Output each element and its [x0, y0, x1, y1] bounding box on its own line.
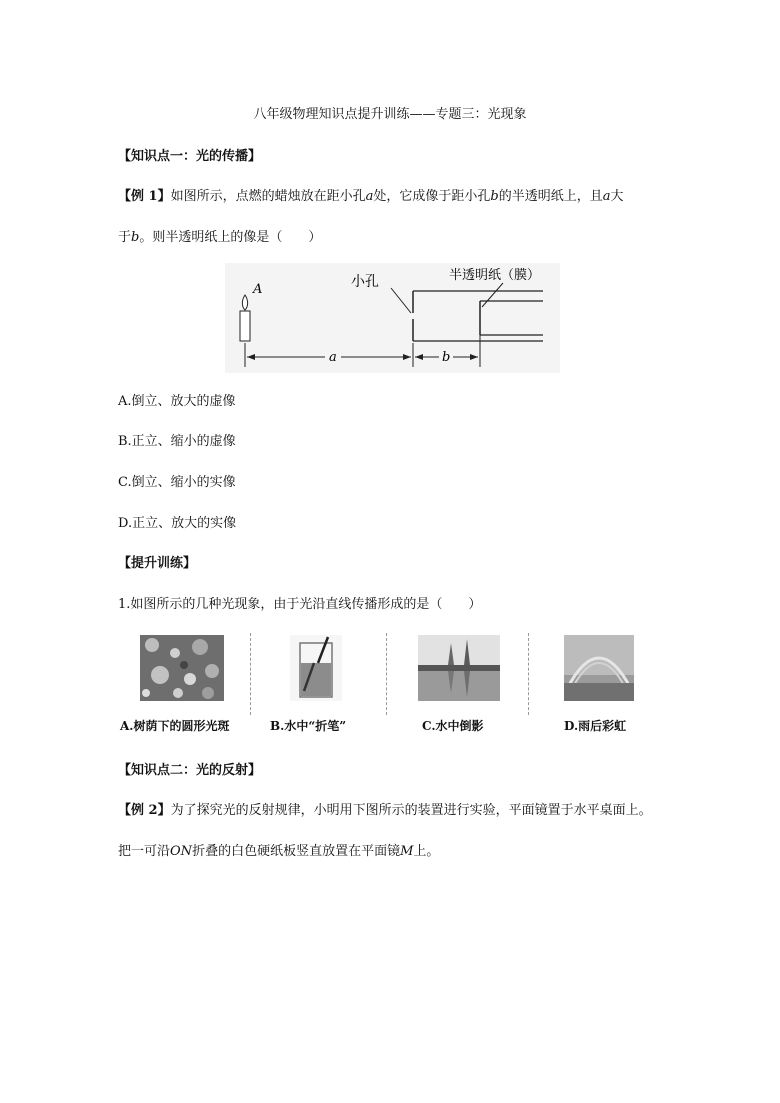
- example2-text: 把一可沿: [118, 844, 171, 859]
- section-heading-propagation: 【知识点一：光的传播】: [118, 149, 262, 164]
- candle-label: A: [253, 282, 263, 297]
- example2-label: 【例 2】: [118, 803, 171, 818]
- example2-text: 为了探究光的反射规律，小明用下图所示的装置进行实验，平面镜置于水平桌面上。: [170, 803, 652, 818]
- example1-text: 处，它成像于距小孔: [373, 189, 491, 204]
- var-a: a: [602, 189, 611, 204]
- example1-line2: [118, 229, 321, 247]
- photo-divider: [250, 633, 251, 715]
- example2-line1: [118, 802, 652, 820]
- var-b: b: [131, 230, 140, 245]
- example1-line1: [118, 188, 624, 206]
- var-m: M: [400, 844, 414, 859]
- option-a: A.倒立、放大的虚像: [118, 394, 236, 409]
- section-heading-practice: 【提升训练】: [118, 556, 197, 571]
- example1-text: 大: [610, 189, 624, 204]
- option-c: C.倒立、缩小的实像: [118, 475, 236, 490]
- question1-text: 1.如图所示的几种光现象，由于光沿直线传播形成的是（ ）: [118, 597, 482, 612]
- example2-text: 折叠的白色硬纸板竖直放置在平面镜: [192, 844, 401, 859]
- candle-icon: [240, 311, 250, 341]
- example1-text: 如图所示，点燃的蜡烛放在距小孔: [170, 189, 366, 204]
- example2-text: 上。: [413, 844, 440, 859]
- example2-line2: [118, 843, 439, 861]
- water-reflection-photo: [418, 635, 500, 701]
- photo-divider: [386, 633, 387, 715]
- photo-divider: [528, 633, 529, 715]
- example1-text: 。则半透明纸上的像是（ ）: [139, 230, 322, 245]
- var-on: ON: [170, 844, 193, 859]
- example1-label: 【例 1】: [118, 189, 171, 204]
- phenomena-photo-row: [118, 633, 642, 743]
- bent-pencil-photo: [290, 635, 342, 701]
- caption-d: D.雨后彩虹: [564, 719, 627, 733]
- var-b: b: [490, 189, 499, 204]
- caption-a: A.树荫下的圆形光斑: [120, 719, 230, 733]
- rainbow-photo: [564, 635, 634, 701]
- example1-text: 于: [118, 230, 132, 245]
- example1-text: 的半透明纸上，且: [498, 189, 603, 204]
- dimension-a-label: a: [329, 350, 337, 365]
- section-heading-reflection: 【知识点二：光的反射】: [118, 763, 262, 778]
- pinhole-figure: [225, 263, 560, 373]
- hole-label: 小孔: [351, 274, 379, 290]
- dimension-b-label: b: [442, 350, 451, 365]
- option-d: D.正立、放大的实像: [118, 516, 237, 531]
- paper-label: 半透明纸（膜）: [449, 268, 541, 283]
- option-b: B.正立、缩小的虚像: [118, 434, 236, 449]
- caption-b: B.水中“折笔”: [270, 719, 347, 733]
- var-a: a: [365, 189, 374, 204]
- tree-shade-photo: [140, 635, 224, 701]
- page-title: 八年级物理知识点提升训练——专题三：光现象: [253, 107, 527, 122]
- caption-c: C.水中倒影: [422, 719, 484, 733]
